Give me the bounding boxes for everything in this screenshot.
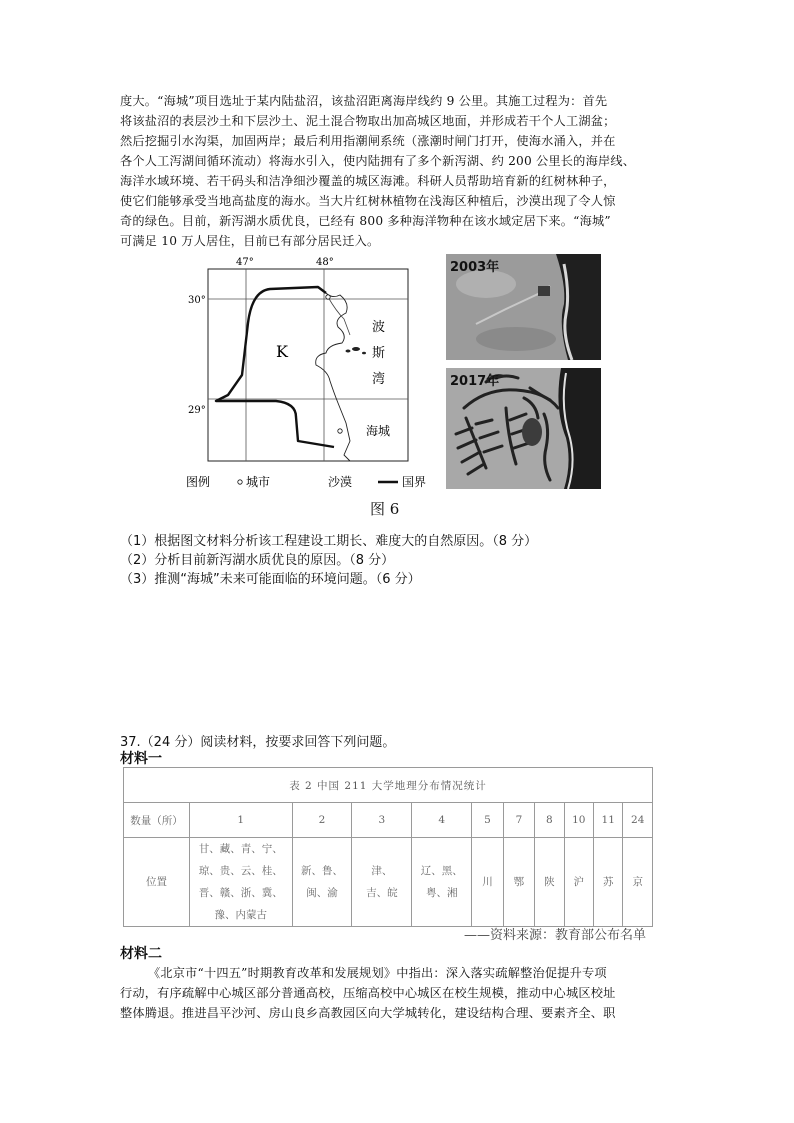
table-cell: 1 — [189, 803, 292, 838]
satellite-photo-2003 — [446, 254, 601, 360]
location-line: 粤、湘 — [426, 887, 458, 899]
intro-line: 使它们能够承受当地高盐度的海水。当大片红树林植物在浅海区种植后，沙漠出现了令人惊 — [120, 194, 616, 208]
table-cell: 10 — [564, 803, 593, 838]
table-cell: 京 — [623, 838, 653, 927]
location-line: 新、鲁、 — [300, 865, 343, 877]
university-table — [123, 767, 653, 927]
row-label-position: 位置 — [124, 838, 190, 927]
q37-header: 37.（24 分）阅读材料，按要求回答下列问题。 — [120, 735, 396, 750]
question-2: （2）分析目前新泻湖水质优良的原因。（8 分） — [120, 553, 395, 568]
material-2-label: 材料二 — [120, 946, 162, 962]
material-2-line: 行动，有序疏解中心城区部分普通高校，压缩高校中心城区在校生规模，推动中心城区校址 — [120, 986, 616, 1000]
table-cell: 苏 — [594, 838, 623, 927]
table-title: 表 2 中国 211 大学地理分布情况统计 — [124, 768, 653, 803]
material-2-line: 整体腾退。推进昌平沙河、房山良乡高教园区向大学城转化，建设结构合理、要素齐全、职 — [120, 1006, 616, 1020]
table-cell — [412, 838, 472, 927]
table-cell — [189, 838, 292, 927]
table-cell: 3 — [352, 803, 412, 838]
table-cell: 鄂 — [503, 838, 534, 927]
table-cell: 陕 — [535, 838, 564, 927]
intro-line: 然后挖掘引水沟渠，加固两岸；最后利用指潮闸系统（涨潮时闸门打开，使海水涌入，并在 — [120, 134, 616, 148]
table-row — [124, 803, 653, 838]
table-cell — [292, 838, 352, 927]
lat-label-bottom: 29° — [188, 405, 206, 416]
figure-caption: 图 6 — [370, 500, 400, 518]
table-cell: 川 — [472, 838, 503, 927]
legend-city: 城市 — [246, 475, 271, 489]
location-line: 吉、皖 — [366, 887, 398, 899]
table-cell: 4 — [412, 803, 472, 838]
question-3: （3）推测“海城”未来可能面临的环境问题。（6 分） — [120, 572, 421, 587]
sea-char: 波 — [372, 320, 386, 335]
country-label: K — [276, 342, 288, 361]
table-cell: 24 — [623, 803, 653, 838]
table-cell: 8 — [535, 803, 564, 838]
legend-title: 图例 — [186, 475, 211, 489]
location-line: 晋、赣、浙、冀、 — [198, 887, 283, 899]
table-cell: 7 — [503, 803, 534, 838]
map-figure — [178, 253, 440, 493]
city-marker — [326, 295, 330, 299]
map-svg — [178, 253, 440, 493]
location-line: 琼、贵、云、桂、 — [198, 865, 283, 877]
table-source: ——资料来源：教育部公布名单 — [464, 928, 647, 943]
material-1-label: 材料一 — [120, 751, 162, 767]
intro-line: 可满足 10 万人居住，目前已有部分居民迁入。 — [120, 234, 380, 248]
table-cell: 2 — [292, 803, 352, 838]
location-line: 豫、内蒙古 — [214, 909, 267, 921]
intro-line: 度大。“海城”项目选址于某内陆盐沼，该盐沼距离海岸线约 9 公里。其施工过程为：首先 — [120, 94, 608, 108]
island — [352, 347, 360, 351]
location-line: 辽、黑、 — [420, 865, 463, 877]
table-cell: 沪 — [564, 838, 593, 927]
island — [346, 350, 351, 353]
location-line: 甘、藏、青、宁、 — [198, 843, 283, 855]
coastal-line — [328, 297, 350, 335]
lon-label-right: 48° — [316, 257, 334, 268]
question-1: （1）根据图文材料分析该工程建设工期长、难度大的自然原因。（8 分） — [120, 534, 538, 549]
intro-line: 奇的绿色。目前，新泻湖水质优良，已经有 800 多种海洋物种在该水域定居下来。“海城” — [120, 214, 611, 228]
photo-year-label: 2003年 — [450, 260, 500, 275]
lon-label-left: 47° — [236, 257, 254, 268]
table-row — [124, 838, 653, 927]
location-line: 津、 — [371, 865, 393, 877]
legend-desert: 沙漠 — [328, 475, 353, 489]
lat-label-top: 30° — [188, 295, 206, 306]
haicheng-label: 海城 — [366, 424, 391, 438]
row-label-count: 数量（所） — [124, 803, 190, 838]
location-line: 闽、渝 — [306, 887, 338, 899]
sea-char: 斯 — [372, 346, 386, 361]
national-border — [216, 287, 334, 447]
photo-year-label: 2017年 — [450, 374, 500, 389]
material-2-line: 《北京市“十四五”时期教育改革和发展规划》中指出：深入落实疏解整治促提升专项 — [148, 966, 607, 980]
table-cell: 5 — [472, 803, 503, 838]
island — [362, 352, 366, 355]
intro-line: 将该盐沼的表层沙土和下层沙土、泥土混合物取出加高城区地面，并形成若干个人工湖盆； — [120, 114, 616, 128]
sea-char: 湾 — [372, 372, 386, 387]
intro-line: 各个人工泻湖间循环流动）将海水引入，使内陆拥有了多个新泻湖、约 200 公里长的海岸线、 — [120, 154, 636, 168]
legend-city-icon — [238, 480, 242, 484]
coastline — [316, 293, 350, 461]
table-cell: 11 — [594, 803, 623, 838]
satellite-photo-2017 — [446, 368, 601, 489]
haicheng-marker — [338, 429, 342, 433]
table-cell — [352, 838, 412, 927]
legend-border: 国界 — [402, 475, 427, 489]
intro-line: 海洋水域环境、若干码头和洁净细沙覆盖的城区海滩。科研人员帮助培育新的红树林种子， — [120, 174, 616, 188]
